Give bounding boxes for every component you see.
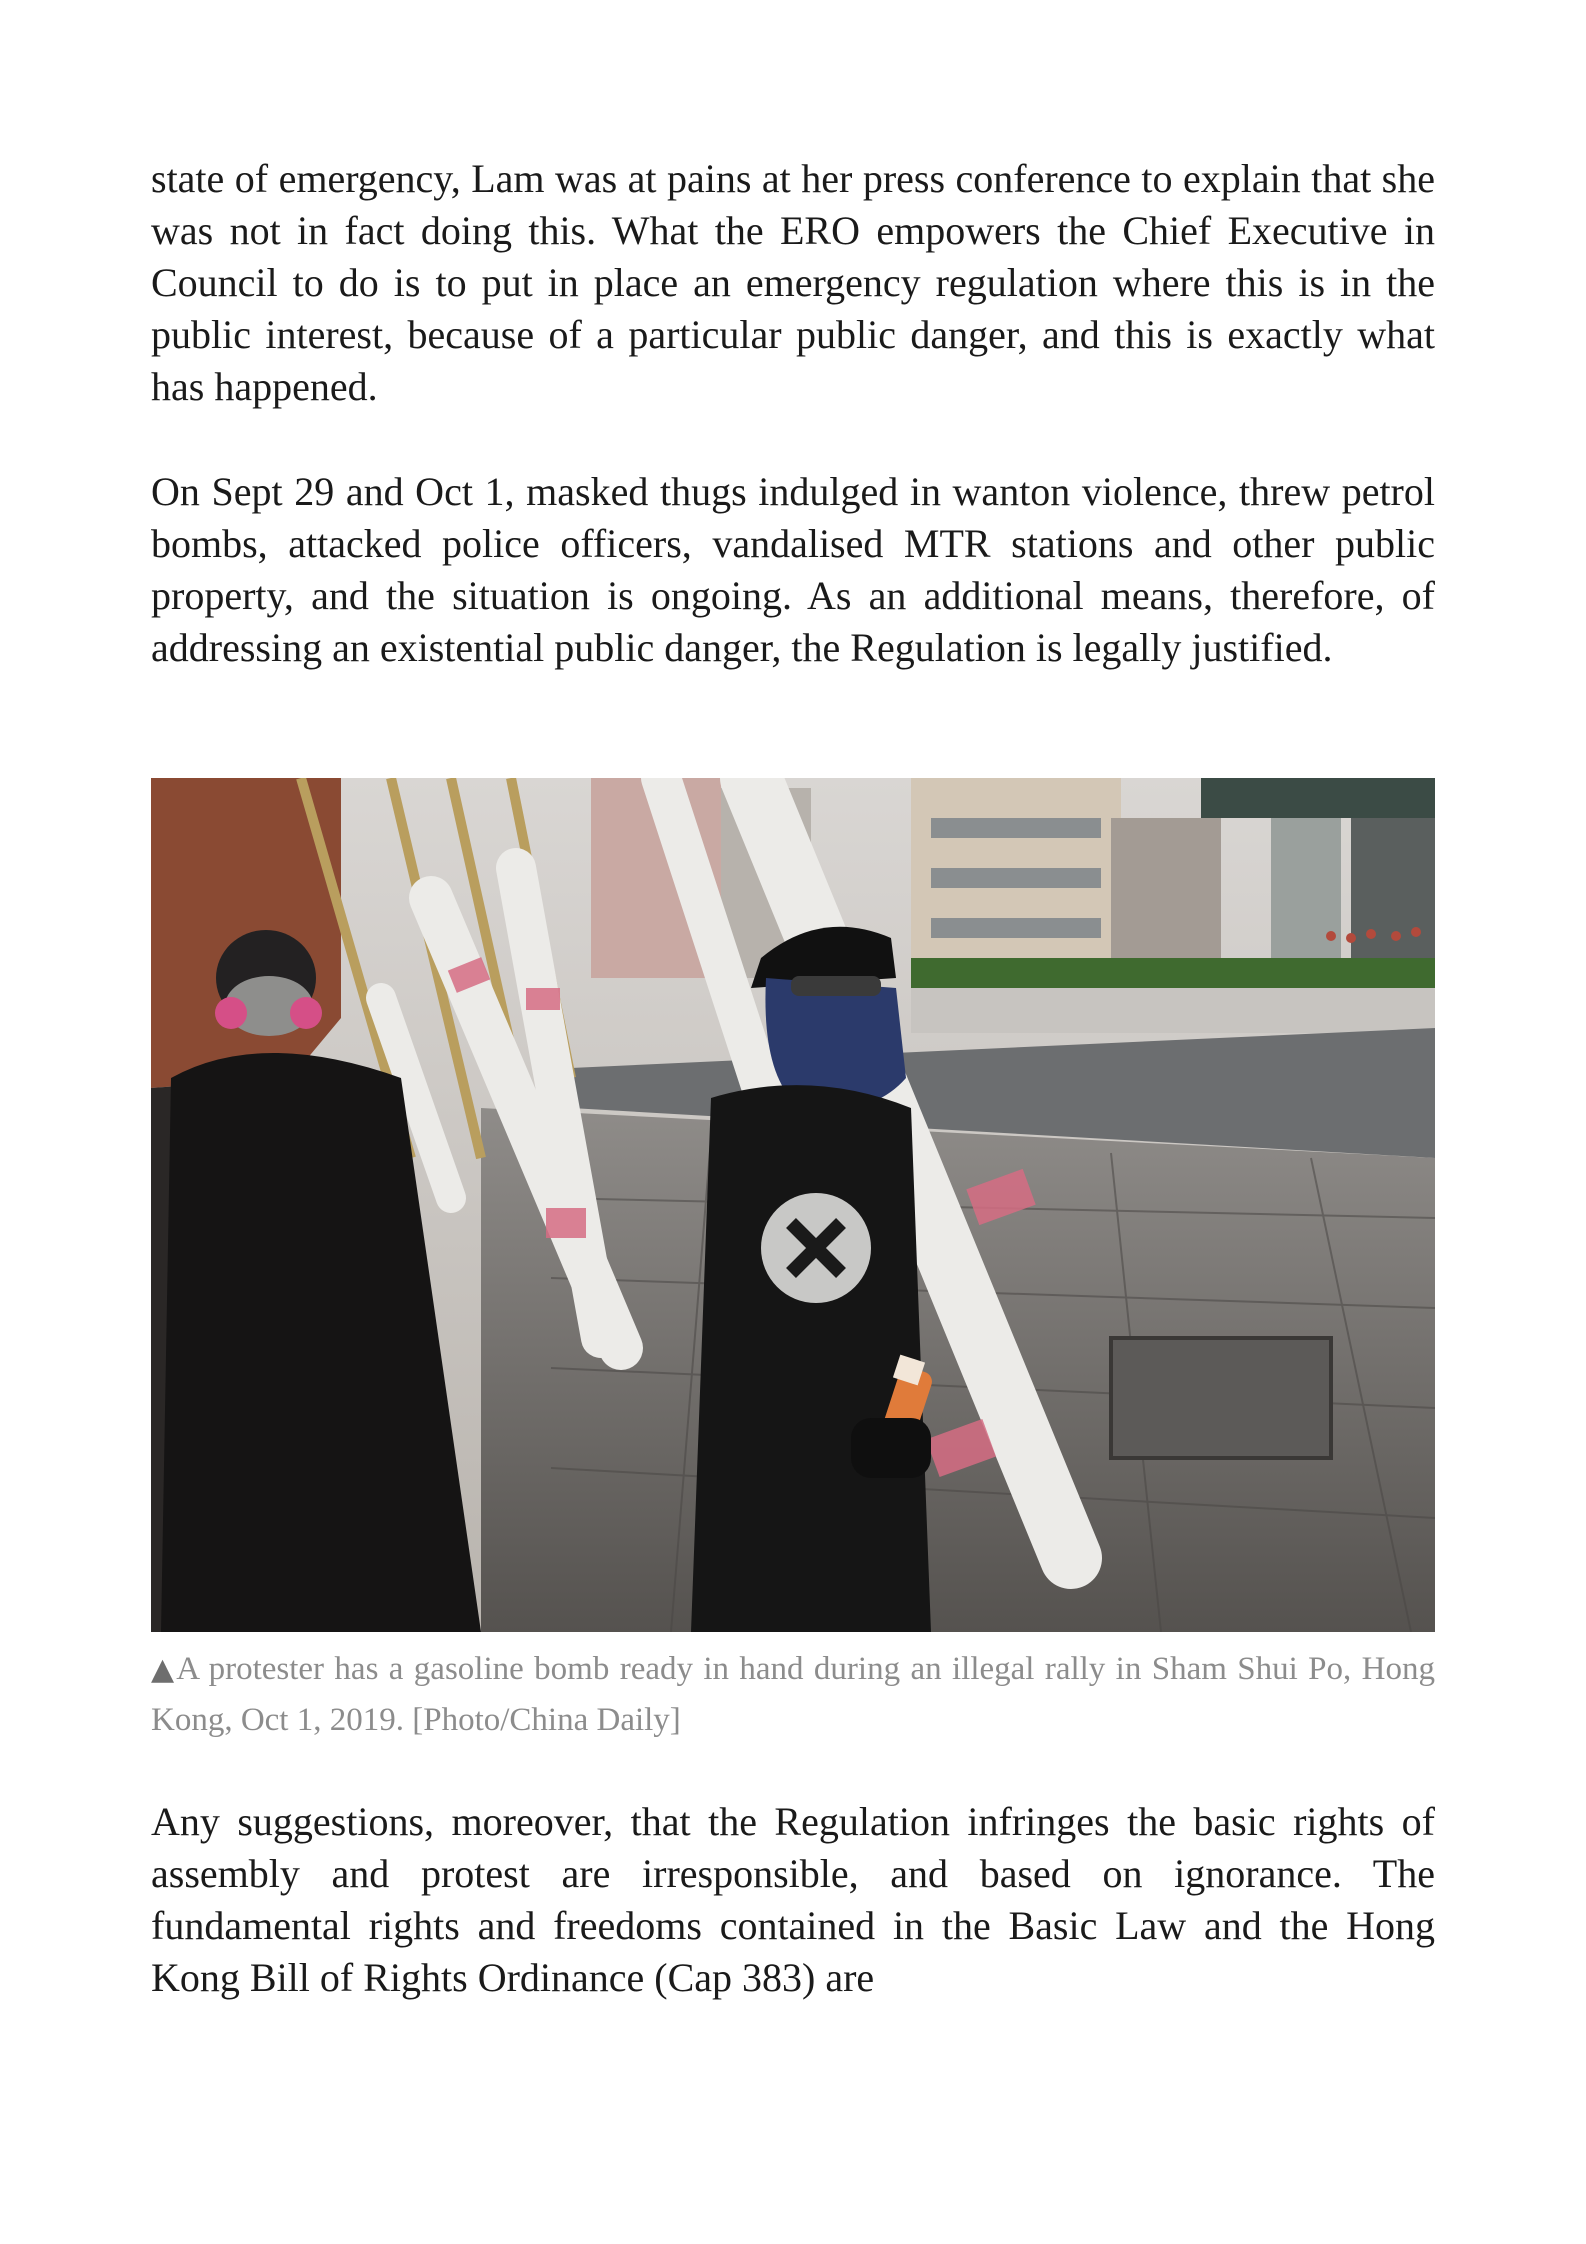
photo-caption-text: A protester has a gasoline bomb ready in hand during an illegal rally in Sham Shui Po, Hong Kong, Oct 1, 2019. [Photo/China Daily] [151,1651,1435,1738]
paragraph-1: state of emergency, Lam was at pains at her press conference to explain that she was not in fact doing this. What the ERO empowers the Chief Executive in Council to do is to put in place an emergency regulation where this is in the public interest, because of a particular public danger, and this is exactly what has happened. [151,156,1435,409]
triangle-marker-icon: ▲ [151,1652,177,1687]
protest-photo [151,778,1435,1632]
photo-image-icon [151,778,1435,1632]
paragraph-3: Any suggestions, moreover, that the Regulation infringes the basic rights of assembly and protest are irresponsible, and based on ignorance. The fundamental rights and freedoms contained in the Basic Law and the Hong Kong Bill of Rights Ordinance (Cap 383) are [151,1799,1435,2000]
photo-caption [151,1644,1435,1745]
paragraph-2: On Sept 29 and Oct 1, masked thugs indulged in wanton violence, threw petrol bombs, attacked police officers, vandalised MTR stations and other public property, and the situation is ongoing. As an additional means, therefore, of addressing an existential public danger, the Regulation is legally justified. [151,469,1435,670]
